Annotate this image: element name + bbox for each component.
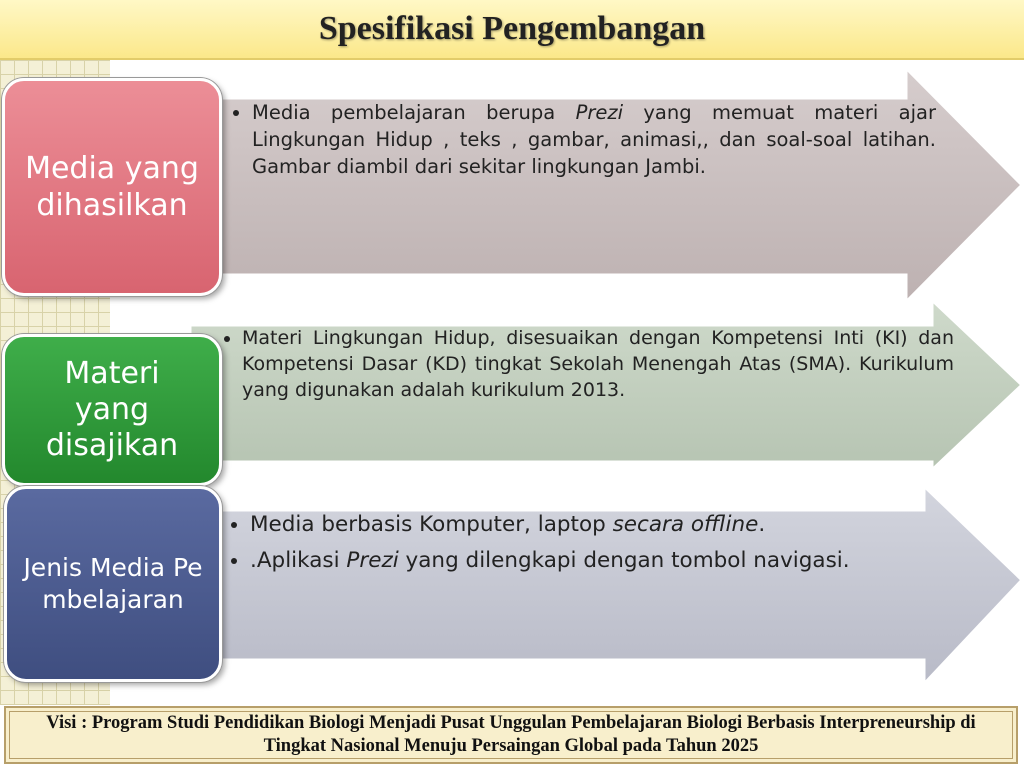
vision-footer (4, 706, 1018, 764)
row-3-text (226, 510, 926, 582)
bullet-item: • Materi Lingkungan Hidup, disesuaikan dengan Kompetensi Inti (KI) dan Kompetensi Dasar (KD) tingkat Sekolah Menengah Atas (SMA). Kurikulum yang digunakan adalah kurikulum 2013. (242, 325, 954, 404)
bullet-item: • Media pembelajaran berupa Prezi yang memuat materi ajar Lingkungan Hidup , teks , gambar, animasi,, dan soal-soal latihan. Gambar diambil dari sekitar lingkungan Jambi. (252, 100, 936, 181)
label-media-yang-dihasilkan (2, 78, 222, 296)
label-text: Jenis Media Pembelajaran (23, 552, 203, 614)
label-jenis-media-pembelajaran (4, 486, 222, 682)
page-title: Spesifikasi Pengembangan (318, 10, 706, 47)
bullet-item: • .Aplikasi Prezi yang dilengkapi dengan tombol navigasi. (250, 546, 926, 576)
row-1-text (228, 100, 936, 187)
row-2-text (222, 325, 954, 410)
footer-text: Visi : Program Studi Pendidikan Biologi Menjadi Pusat Unggulan Pembelajaran Biologi Berbasis Interpreneurship di Tingkat Nasional Menuju Persaingan Global pada Tahun 2025 (46, 713, 976, 756)
label-materi-yang-disajikan (2, 334, 222, 486)
bullet-item: • Media berbasis Komputer, laptop secara offline. (250, 510, 926, 540)
label-text: Media yang dihasilkan (25, 150, 199, 223)
label-text: Materi yang disajikan (45, 356, 179, 463)
